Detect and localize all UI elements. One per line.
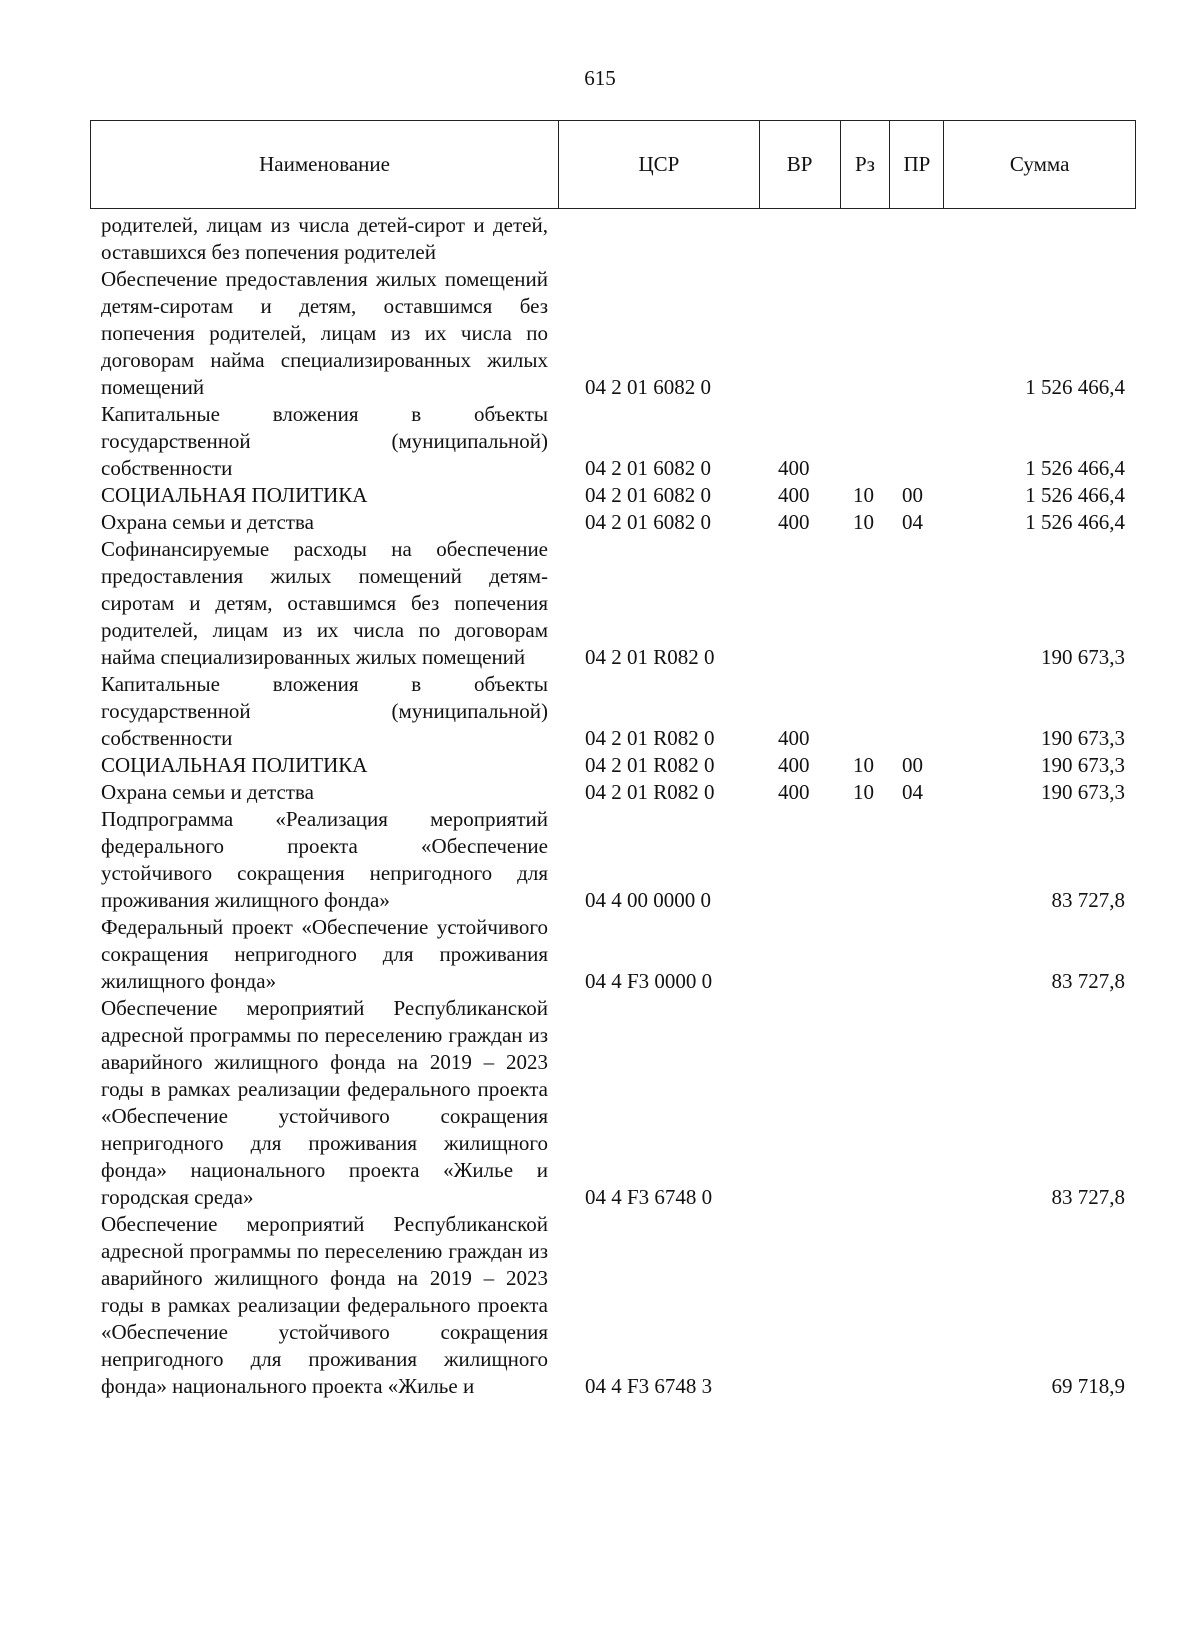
row-csr: 04 2 01 6082 0 <box>585 483 711 507</box>
row-sum: 1 526 466,4 <box>1025 375 1125 399</box>
row-csr: 04 4 00 0000 0 <box>585 888 711 912</box>
row-name: СОЦИАЛЬНАЯ ПОЛИТИКА <box>101 483 368 507</box>
row-pr <box>890 266 944 401</box>
row-sum <box>944 212 1136 266</box>
row-pr: 00 <box>902 483 923 507</box>
row-rz <box>840 671 890 752</box>
row-pr <box>890 806 944 914</box>
row-rz <box>840 1211 890 1400</box>
row-sum: 1 526 466,4 <box>1025 510 1125 534</box>
table-row <box>90 779 1136 806</box>
row-sum: 190 673,3 <box>1041 645 1125 669</box>
row-pr <box>890 401 944 482</box>
row-sum: 1 526 466,4 <box>1025 483 1125 507</box>
table-row <box>90 401 1136 482</box>
table-row <box>90 671 1136 752</box>
table-header <box>90 120 1136 209</box>
row-sum: 83 727,8 <box>1051 1185 1125 1209</box>
row-name: Обеспечение предоставления жилых помещений детям-сиротам и детям, оставшимся без попечения родителей, лицам из их числа по договорам найма специализированных жилых помещений <box>101 267 548 399</box>
row-rz <box>840 995 890 1211</box>
row-rz <box>840 401 890 482</box>
row-vr: 400 <box>778 510 810 534</box>
row-vr: 400 <box>778 483 810 507</box>
row-sum: 190 673,3 <box>1041 726 1125 750</box>
table-row <box>90 995 1136 1211</box>
row-name: Софинансируемые расходы на обеспечение предоставления жилых помещений детям-сиротам и детям, оставшимся без попечения родителей, лицам из их числа по договорам найма специализированных жилых помещений <box>101 537 548 669</box>
row-sum: 190 673,3 <box>1041 753 1125 777</box>
table-row <box>90 806 1136 914</box>
table-row <box>90 1211 1136 1400</box>
row-name: Капитальные вложения в объекты государственной (муниципальной) собственности <box>101 672 548 750</box>
table-row <box>90 509 1136 536</box>
header-pr: ПР <box>889 121 943 208</box>
table-body <box>90 212 1136 1400</box>
row-vr <box>759 266 840 401</box>
header-name: Наименование <box>259 152 390 176</box>
row-vr <box>759 1211 840 1400</box>
row-csr: 04 4 F3 0000 0 <box>585 969 713 993</box>
row-csr: 04 2 01 6082 0 <box>585 456 711 480</box>
row-csr: 04 2 01 6082 0 <box>585 375 711 399</box>
row-name: Обеспечение мероприятий Республиканской адресной программы по переселению граждан из аварийного жилищного фонда на 2019 – 2023 годы в рамках реализации федерального проекта «Обеспечение устойчивого сокращения непригодного для проживания жилищного фонда» национального проекта «Жилье и городская среда» <box>101 996 548 1209</box>
row-pr <box>890 212 944 266</box>
row-sum: 1 526 466,4 <box>1025 456 1125 480</box>
row-csr <box>558 212 759 266</box>
row-vr <box>759 806 840 914</box>
table-row <box>90 212 1136 266</box>
row-rz: 10 <box>853 753 874 777</box>
budget-table <box>90 120 1136 1400</box>
header-vr: ВР <box>759 121 840 208</box>
row-name: Обеспечение мероприятий Республиканской адресной программы по переселению граждан из аварийного жилищного фонда на 2019 – 2023 годы в рамках реализации федерального проекта «Обеспечение устойчивого сокращения непригодного для проживания жилищного фонда» национального проекта «Жилье и <box>101 1212 548 1398</box>
header-rz: Рз <box>840 121 890 208</box>
row-rz: 10 <box>853 780 874 804</box>
row-pr <box>890 1211 944 1400</box>
row-rz: 10 <box>853 510 874 534</box>
row-rz <box>840 806 890 914</box>
row-vr: 400 <box>778 753 810 777</box>
row-rz <box>840 212 890 266</box>
row-pr <box>890 995 944 1211</box>
row-vr <box>759 914 840 995</box>
page-number: 615 <box>584 66 616 90</box>
row-sum: 190 673,3 <box>1041 780 1125 804</box>
row-pr: 04 <box>902 780 923 804</box>
row-pr <box>890 671 944 752</box>
row-csr: 04 2 01 R082 0 <box>585 780 715 804</box>
row-name: родителей, лицам из числа детей-сирот и детей, оставшихся без попечения родителей <box>101 213 548 264</box>
row-pr: 04 <box>902 510 923 534</box>
row-rz <box>840 266 890 401</box>
row-vr: 400 <box>778 726 810 750</box>
row-sum: 83 727,8 <box>1051 888 1125 912</box>
row-name: Охрана семьи и детства <box>101 780 314 804</box>
table-row <box>90 536 1136 671</box>
row-sum: 69 718,9 <box>1051 1374 1125 1398</box>
row-vr <box>759 212 840 266</box>
row-csr: 04 2 01 6082 0 <box>585 510 711 534</box>
row-vr: 400 <box>778 456 810 480</box>
row-csr: 04 2 01 R082 0 <box>585 726 715 750</box>
row-pr <box>890 914 944 995</box>
table-row <box>90 482 1136 509</box>
table-row <box>90 914 1136 995</box>
row-name: Капитальные вложения в объекты государственной (муниципальной) собственности <box>101 402 548 480</box>
header-sum: Сумма <box>943 121 1135 208</box>
row-vr <box>759 995 840 1211</box>
row-pr <box>890 536 944 671</box>
row-name: Охрана семьи и детства <box>101 510 314 534</box>
row-rz <box>840 914 890 995</box>
row-name: Федеральный проект «Обеспечение устойчивого сокращения непригодного для проживания жилищного фонда» <box>101 915 548 993</box>
table-row <box>90 266 1136 401</box>
row-csr: 04 4 F3 6748 3 <box>585 1374 713 1398</box>
row-rz: 10 <box>853 483 874 507</box>
row-csr: 04 2 01 R082 0 <box>585 753 715 777</box>
row-pr: 00 <box>902 753 923 777</box>
row-vr: 400 <box>778 780 810 804</box>
row-vr <box>759 536 840 671</box>
row-csr: 04 2 01 R082 0 <box>585 645 715 669</box>
row-sum: 83 727,8 <box>1051 969 1125 993</box>
row-rz <box>840 536 890 671</box>
row-csr: 04 4 F3 6748 0 <box>585 1185 713 1209</box>
table-row <box>90 752 1136 779</box>
row-name: СОЦИАЛЬНАЯ ПОЛИТИКА <box>101 753 368 777</box>
header-csr: ЦСР <box>558 121 759 208</box>
row-name: Подпрограмма «Реализация мероприятий федерального проекта «Обеспечение устойчивого сокращения непригодного для проживания жилищного фонда» <box>101 807 548 912</box>
